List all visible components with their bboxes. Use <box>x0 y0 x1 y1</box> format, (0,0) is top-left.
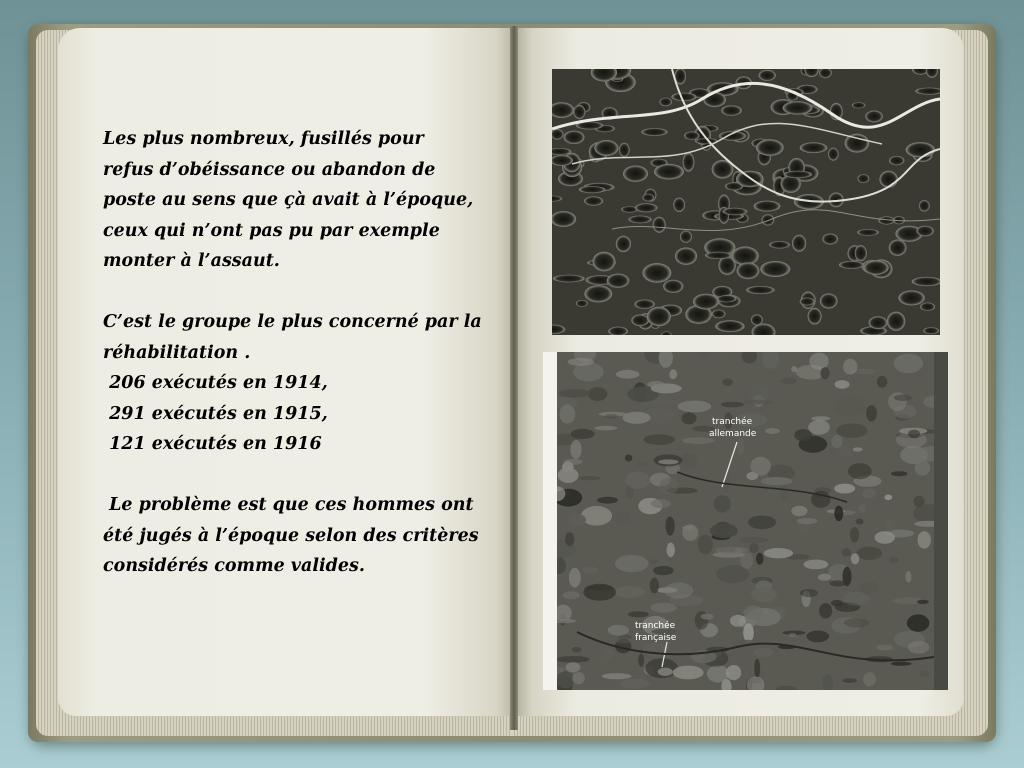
terrain-texture <box>602 673 632 679</box>
terrain-texture <box>698 535 713 555</box>
terrain-texture <box>572 647 582 653</box>
terrain-texture <box>744 606 764 621</box>
crater-texture <box>654 164 684 180</box>
terrain-texture <box>889 556 899 563</box>
terrain-texture <box>737 438 744 454</box>
crater-texture <box>607 274 630 288</box>
terrain-texture <box>859 581 879 593</box>
terrain-texture <box>891 662 912 666</box>
terrain-texture <box>723 378 734 385</box>
terrain-texture <box>608 625 629 636</box>
terrain-texture <box>581 506 612 526</box>
terrain-texture <box>894 395 912 401</box>
crater-texture <box>616 236 631 252</box>
terrain-texture <box>710 524 738 539</box>
terrain-texture <box>792 531 825 536</box>
crater-texture <box>703 92 726 107</box>
terrain-texture <box>658 668 673 676</box>
terrain-texture <box>842 678 857 683</box>
terrain-texture <box>765 428 780 434</box>
terrain-texture <box>664 582 693 598</box>
terrain-texture <box>804 560 829 570</box>
terrain-texture <box>682 524 698 541</box>
terrain-texture <box>616 370 639 379</box>
crater-texture <box>869 316 888 329</box>
crater-texture <box>593 252 616 272</box>
terrain-texture <box>749 543 759 553</box>
terrain-texture <box>835 380 850 389</box>
terrain-texture <box>568 358 594 366</box>
terrain-texture <box>884 495 892 501</box>
terrain-texture <box>743 400 775 405</box>
terrain-texture <box>761 477 793 485</box>
terrain-texture <box>918 531 931 549</box>
crater-texture <box>634 300 654 309</box>
terrain-texture <box>856 547 882 560</box>
terrain-texture <box>800 589 818 597</box>
terrain-texture <box>559 389 591 398</box>
terrain-texture <box>843 359 857 375</box>
crater-texture <box>684 132 699 140</box>
terrain-texture <box>658 459 678 464</box>
terrain-texture <box>788 633 796 637</box>
crater-texture <box>628 216 651 224</box>
crater-texture <box>852 102 866 108</box>
crater-texture <box>822 234 838 245</box>
terrain-texture <box>653 566 674 575</box>
crater-texture <box>623 166 648 182</box>
terrain-texture <box>678 401 712 413</box>
crater-texture <box>792 235 806 252</box>
photo-shell-craters-aerial <box>552 69 940 335</box>
terrain-texture <box>583 584 616 601</box>
crater-texture <box>898 290 924 305</box>
terrain-texture <box>566 662 581 672</box>
terrain-texture <box>875 531 895 544</box>
terrain-texture <box>638 654 644 667</box>
terrain-texture <box>557 656 590 663</box>
crater-texture <box>663 280 683 293</box>
terrain-texture <box>907 614 929 631</box>
crater-texture <box>889 240 907 256</box>
crater-texture <box>712 310 726 319</box>
crater-texture <box>584 285 612 302</box>
crater-texture <box>594 140 618 156</box>
crater-texture <box>673 198 685 212</box>
text-line: Les plus nombreux, fusillés pour <box>103 129 424 149</box>
terrain-texture <box>831 435 842 449</box>
crater-texture <box>855 245 867 261</box>
crater-texture <box>919 200 930 211</box>
book-spine <box>510 26 518 730</box>
crater-texture <box>643 263 672 283</box>
terrain-texture <box>571 429 595 439</box>
terrain-texture <box>669 369 677 379</box>
terrain-texture <box>905 571 911 583</box>
crater-texture <box>754 201 781 212</box>
terrain-texture <box>644 434 675 445</box>
crater-texture <box>857 229 879 236</box>
terrain-texture <box>625 472 650 489</box>
terrain-texture <box>920 671 930 677</box>
terrain-texture <box>756 553 763 565</box>
terrain-texture <box>851 553 860 564</box>
terrain-texture <box>623 412 651 424</box>
execution-line-1914: 206 exécutés en 1914, <box>103 373 328 393</box>
text-line: refus d’obéissance ou abandon de <box>103 159 436 180</box>
label-french-trench-line1: tranchée <box>635 621 676 631</box>
terrain-texture <box>743 623 754 642</box>
crater-texture <box>641 128 667 136</box>
terrain-texture <box>559 404 575 423</box>
text-line: poste au sens que çà avait à l’époque, <box>103 190 474 210</box>
terrain-texture <box>754 648 773 658</box>
text-line: été jugés à l’époque selon des critères <box>103 525 479 546</box>
terrain-texture <box>569 568 581 588</box>
crater-texture <box>693 294 719 310</box>
terrain-texture <box>754 659 760 678</box>
crater-texture <box>721 105 742 115</box>
terrain-texture <box>843 592 869 606</box>
text-line: ceux qui n’ont pas pu par exemple <box>103 220 440 241</box>
terrain-texture <box>730 615 746 627</box>
crater-texture <box>887 312 905 331</box>
terrain-texture <box>820 367 829 379</box>
execution-line-1916: 121 exécutés en 1916 <box>103 434 322 454</box>
terrain-texture <box>808 420 830 435</box>
terrain-texture <box>863 488 876 498</box>
crater-texture <box>879 171 897 188</box>
terrain-texture <box>764 548 793 558</box>
crater-texture <box>671 93 696 101</box>
crater-texture <box>564 131 585 144</box>
terrain-texture <box>588 387 608 401</box>
terrain-texture <box>841 548 851 556</box>
crater-texture <box>731 247 758 266</box>
terrain-texture <box>681 412 696 424</box>
crater-texture <box>865 111 883 123</box>
terrain-texture <box>740 537 769 543</box>
terrain-texture <box>835 397 867 416</box>
crater-texture <box>553 275 585 283</box>
crater-texture <box>756 139 784 156</box>
terrain-texture <box>722 352 733 364</box>
crater-texture <box>762 214 775 225</box>
terrain-texture <box>715 547 748 554</box>
crater-texture <box>751 314 763 325</box>
crater-texture <box>800 298 815 306</box>
crater-texture <box>916 226 933 237</box>
label-german-trench-line1: tranchée <box>712 417 753 427</box>
left-page-text <box>103 124 503 582</box>
terrain-texture <box>848 463 872 479</box>
terrain-texture <box>819 603 832 618</box>
terrain-texture <box>834 484 855 494</box>
terrain-texture <box>863 672 876 686</box>
crater-texture <box>784 171 813 178</box>
terrain-texture <box>667 543 675 558</box>
terrain-texture <box>558 468 579 483</box>
crater-texture <box>619 143 630 157</box>
crater-texture <box>920 303 935 311</box>
terrain-texture <box>850 527 859 543</box>
terrain-texture <box>570 440 581 459</box>
terrain-texture <box>636 461 647 467</box>
terrain-texture <box>597 497 618 504</box>
terrain-texture <box>649 559 659 563</box>
terrain-texture <box>781 378 797 384</box>
paragraph-gap <box>103 460 503 491</box>
crater-texture <box>675 248 697 265</box>
crater-texture <box>653 217 666 233</box>
terrain-texture <box>748 516 776 530</box>
terrain-texture <box>651 499 671 508</box>
terrain-texture <box>615 555 649 572</box>
terrain-texture <box>716 565 749 583</box>
crater-texture <box>579 186 606 193</box>
terrain-texture <box>891 471 908 476</box>
label-german-trench-line2: allemande <box>709 429 757 439</box>
crater-texture <box>800 142 828 153</box>
terrain-texture <box>876 645 893 651</box>
crater-texture <box>631 315 649 327</box>
terrain-texture <box>834 506 843 522</box>
crater-texture <box>923 327 939 334</box>
terrain-texture <box>613 511 630 523</box>
terrain-texture <box>563 591 580 599</box>
terrain-texture <box>698 352 709 357</box>
terrain-texture <box>818 574 831 581</box>
terrain-texture <box>829 580 846 586</box>
crater-texture <box>858 174 870 183</box>
terrain-texture <box>565 532 574 546</box>
crater-texture <box>643 194 654 202</box>
crater-texture <box>723 208 748 215</box>
terrain-texture <box>908 641 930 654</box>
crater-texture <box>584 196 603 205</box>
crater-texture <box>705 252 732 259</box>
terrain-texture <box>647 381 664 388</box>
terrain-texture <box>557 671 575 688</box>
terrain-texture <box>659 478 679 494</box>
terrain-texture <box>721 402 744 408</box>
terrain-texture <box>650 603 676 613</box>
execution-line-1915: 291 exécutés en 1915, <box>103 403 328 424</box>
terrain-texture <box>605 414 618 418</box>
terrain-texture <box>572 672 585 684</box>
terrain-texture <box>837 447 852 456</box>
terrain-texture <box>866 405 877 421</box>
terrain-texture <box>650 578 659 594</box>
terrain-texture <box>809 353 828 370</box>
terrain-texture <box>594 426 617 431</box>
photo-trenches-aerial <box>543 352 948 690</box>
crater-texture <box>759 70 776 81</box>
terrain-texture <box>613 586 645 598</box>
crater-texture <box>635 203 658 212</box>
crater-texture <box>820 293 838 308</box>
crater-texture <box>680 231 692 243</box>
crater-texture <box>864 261 889 275</box>
crater-texture <box>783 101 813 114</box>
terrain-texture <box>714 495 731 512</box>
terrain-texture <box>564 459 583 465</box>
crater-texture <box>746 286 775 294</box>
crater-texture <box>683 153 695 172</box>
crater-texture <box>576 300 588 307</box>
crater-texture <box>769 241 790 248</box>
crater-texture <box>737 262 760 279</box>
terrain-texture <box>908 430 920 439</box>
terrain-texture <box>569 514 586 526</box>
terrain-texture <box>836 424 867 438</box>
terrain-texture <box>877 376 887 388</box>
terrain-texture <box>791 506 807 517</box>
crater-texture <box>808 308 822 325</box>
crater-texture <box>906 142 935 157</box>
terrain-texture <box>648 399 679 405</box>
terrain-texture <box>701 614 714 620</box>
terrain-texture <box>797 518 817 524</box>
terrain-texture <box>791 366 797 372</box>
terrain-texture <box>794 429 812 441</box>
terrain-texture <box>853 447 863 451</box>
crater-texture <box>659 98 672 107</box>
text-line: Le problème est que ces hommes ont <box>103 495 474 515</box>
terrain-texture <box>583 567 599 574</box>
terrain-texture <box>856 518 864 524</box>
crater-texture <box>715 320 744 332</box>
terrain-texture <box>750 457 771 476</box>
terrain-texture <box>673 666 704 680</box>
crater-texture <box>573 105 585 119</box>
crater-texture <box>828 148 839 161</box>
text-line: C’est le groupe le plus concerné par la <box>103 312 482 332</box>
terrain-texture <box>915 460 931 475</box>
paragraph-gap <box>103 277 503 308</box>
terrain-texture <box>885 520 896 532</box>
terrain-texture <box>917 600 929 604</box>
crater-texture <box>760 261 790 277</box>
terrain-texture <box>844 618 869 627</box>
crater-texture <box>839 261 864 269</box>
terrain-texture <box>620 679 650 689</box>
text-line: réhabilitation . <box>103 342 251 363</box>
terrain-texture <box>628 611 649 617</box>
crater-texture <box>717 295 737 302</box>
terrain-texture <box>666 516 675 535</box>
terrain-texture <box>831 600 843 606</box>
terrain-texture <box>807 631 830 643</box>
terrain-texture <box>578 476 600 480</box>
label-french-trench-line2: française <box>635 633 677 643</box>
terrain-texture <box>894 354 923 374</box>
text-line: considérés comme valides. <box>103 556 365 576</box>
crater-texture <box>889 156 904 165</box>
terrain-texture <box>751 587 777 603</box>
terrain-texture <box>726 665 741 680</box>
terrain-texture <box>601 648 614 660</box>
crater-texture <box>647 307 671 327</box>
text-line: monter à l’assaut. <box>103 251 280 271</box>
terrain-texture <box>724 473 731 493</box>
terrain-texture <box>625 455 633 462</box>
